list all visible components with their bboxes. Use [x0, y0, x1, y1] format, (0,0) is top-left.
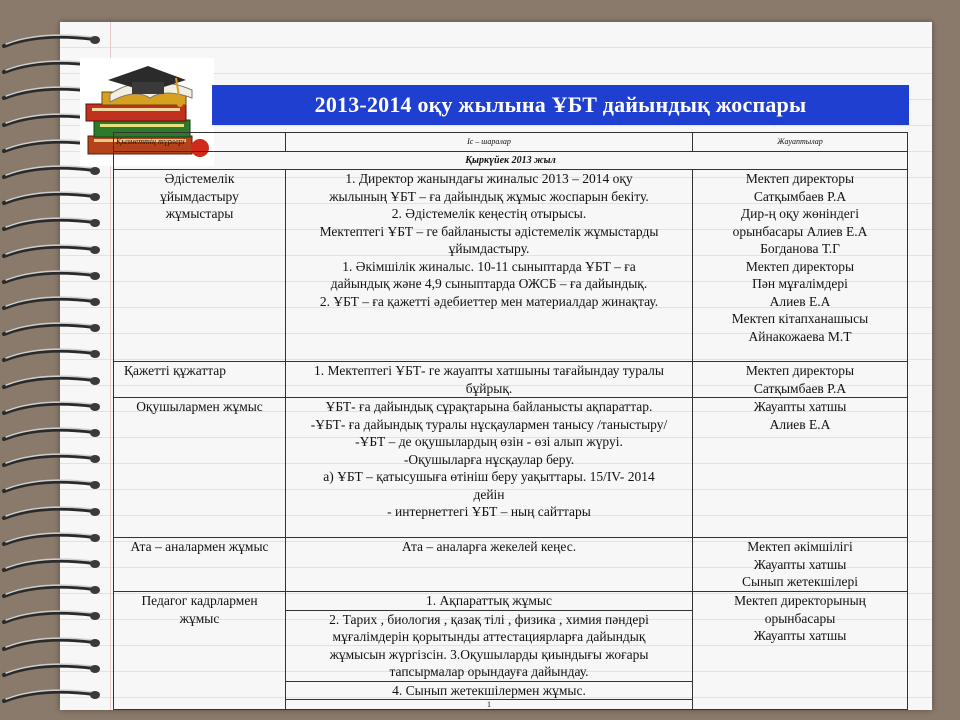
category-cell: Педагог кадрлармен жұмыс: [114, 592, 286, 710]
sub-action-cell: 1: [286, 700, 693, 710]
header-responsible: Жауаптылар: [693, 133, 908, 152]
spiral-ring-icon: [0, 633, 104, 655]
spiral-ring-icon: [0, 449, 104, 471]
spiral-ring-icon: [0, 606, 104, 628]
month-label: Қыркүйек 2013 жыл: [114, 151, 908, 170]
spiral-ring-icon: [0, 187, 104, 209]
spiral-ring-icon: [0, 266, 104, 288]
sub-action-cell: 2. Тарих , биология , қазақ тілі , физика , химия пәндері мұғалімдерін қорытынды аттестациярларға дайындық жұмысын жүргізсін. 3.Оқушыларды қиындығы жоғары тапсырмалар орындауға дайындау.: [286, 610, 693, 681]
spiral-ring-icon: [0, 240, 104, 262]
table-row: [114, 592, 908, 611]
table-header-row: [114, 133, 908, 152]
spiral-ring-icon: [0, 685, 104, 707]
header-activity-type: Қызметтің түрлері: [114, 133, 286, 152]
category-cell: Қажетті құжаттар: [114, 362, 286, 398]
spiral-ring-icon: [0, 423, 104, 445]
spiral-ring-icon: [0, 318, 104, 340]
spiral-ring-icon: [0, 659, 104, 681]
responsible-cell: Мектеп директоры Сатқымбаев Р.А Дир-ң оқу жөніндегі орынбасары Алиев Е.А Богданова Т.Г Мектеп директоры Пән мұғалімдері Алиев Е.А Мектеп кітапханашысы Айнакожаева М.Т: [693, 170, 908, 362]
actions-cell: Ата – аналарға жекелей кеңес.: [286, 538, 693, 592]
table-row: [114, 170, 908, 362]
spiral-ring-icon: [0, 475, 104, 497]
header-events: Іс – шаралар: [286, 133, 693, 152]
actions-cell: ҰБТ- ға дайындық сұрақтарына байланысты ақпараттар. -ҰБТ- ға дайындық туралы нұсқаулармен танысу /таныстыру/ -ҰБТ – де оқушылардың өзін - өзі алып жүруі. -Оқушыларға нұсқаулар беру. а) ҰБТ – қатысушыға өтініш беру уақыттары. 15/IV- 2014 дейін - интернеттегі ҰБТ – ның сайттары: [286, 398, 693, 538]
spiral-ring-icon: [0, 371, 104, 393]
responsible-cell: Жауапты хатшы Алиев Е.А: [693, 398, 908, 538]
page-title: 2013-2014 оқу жылына ҰБТ дайындық жоспары: [314, 92, 807, 117]
actions-cell: 1. Мектептегі ҰБТ- ге жауапты хатшыны тағайындау туралы бұйрық.: [286, 362, 693, 398]
spiral-ring-icon: [0, 213, 104, 235]
title-banner: [212, 85, 909, 125]
spiral-ring-icon: [0, 528, 104, 550]
spiral-ring-icon: [0, 397, 104, 419]
spiral-ring-icon: [0, 502, 104, 524]
table-row: [114, 538, 908, 592]
spiral-ring-icon: [0, 344, 104, 366]
spiral-ring-icon: [0, 292, 104, 314]
spiral-ring-icon: [0, 30, 104, 52]
responsible-cell: Мектеп директорының орынбасары Жауапты хатшы: [693, 592, 908, 710]
plan-table: [113, 132, 908, 710]
sub-action-cell: 4. Сынып жетекшілермен жұмыс.: [286, 681, 693, 700]
responsible-cell: Мектеп әкімшілігі Жауапты хатшы Сынып жетекшілері: [693, 538, 908, 592]
table-row: [114, 398, 908, 538]
spiral-ring-icon: [0, 580, 104, 602]
sub-action-cell: 1. Ақпараттық жұмыс: [286, 592, 693, 611]
category-cell: Оқушылармен жұмыс: [114, 398, 286, 538]
actions-cell: 1. Директор жанындағы жиналыс 2013 – 2014 оқу жылының ҰБТ – ға дайындық жұмыс жоспарын бекіту. 2. Әдістемелік кеңестің отырысы. Мектептегі ҰБТ – ге байланысты әдістемелік жұмыстарды ұйымдастыру. 1. Әкімшілік жиналыс. 10-11 сыныптарда ҰБТ – ға дайындық және 4,9 сыныптарда ОЖСБ – ға дайындық. 2. ҰБТ – ға қажетті әдебиеттер мен материалдар жинақтау.: [286, 170, 693, 362]
spiral-ring-icon: [0, 554, 104, 576]
table-row: [114, 362, 908, 398]
responsible-cell: Мектеп директоры Сатқымбаев Р.А: [693, 362, 908, 398]
category-cell: Әдістемелік ұйымдастыру жұмыстары: [114, 170, 286, 362]
category-cell: Ата – аналармен жұмыс: [114, 538, 286, 592]
month-row: [114, 151, 908, 170]
